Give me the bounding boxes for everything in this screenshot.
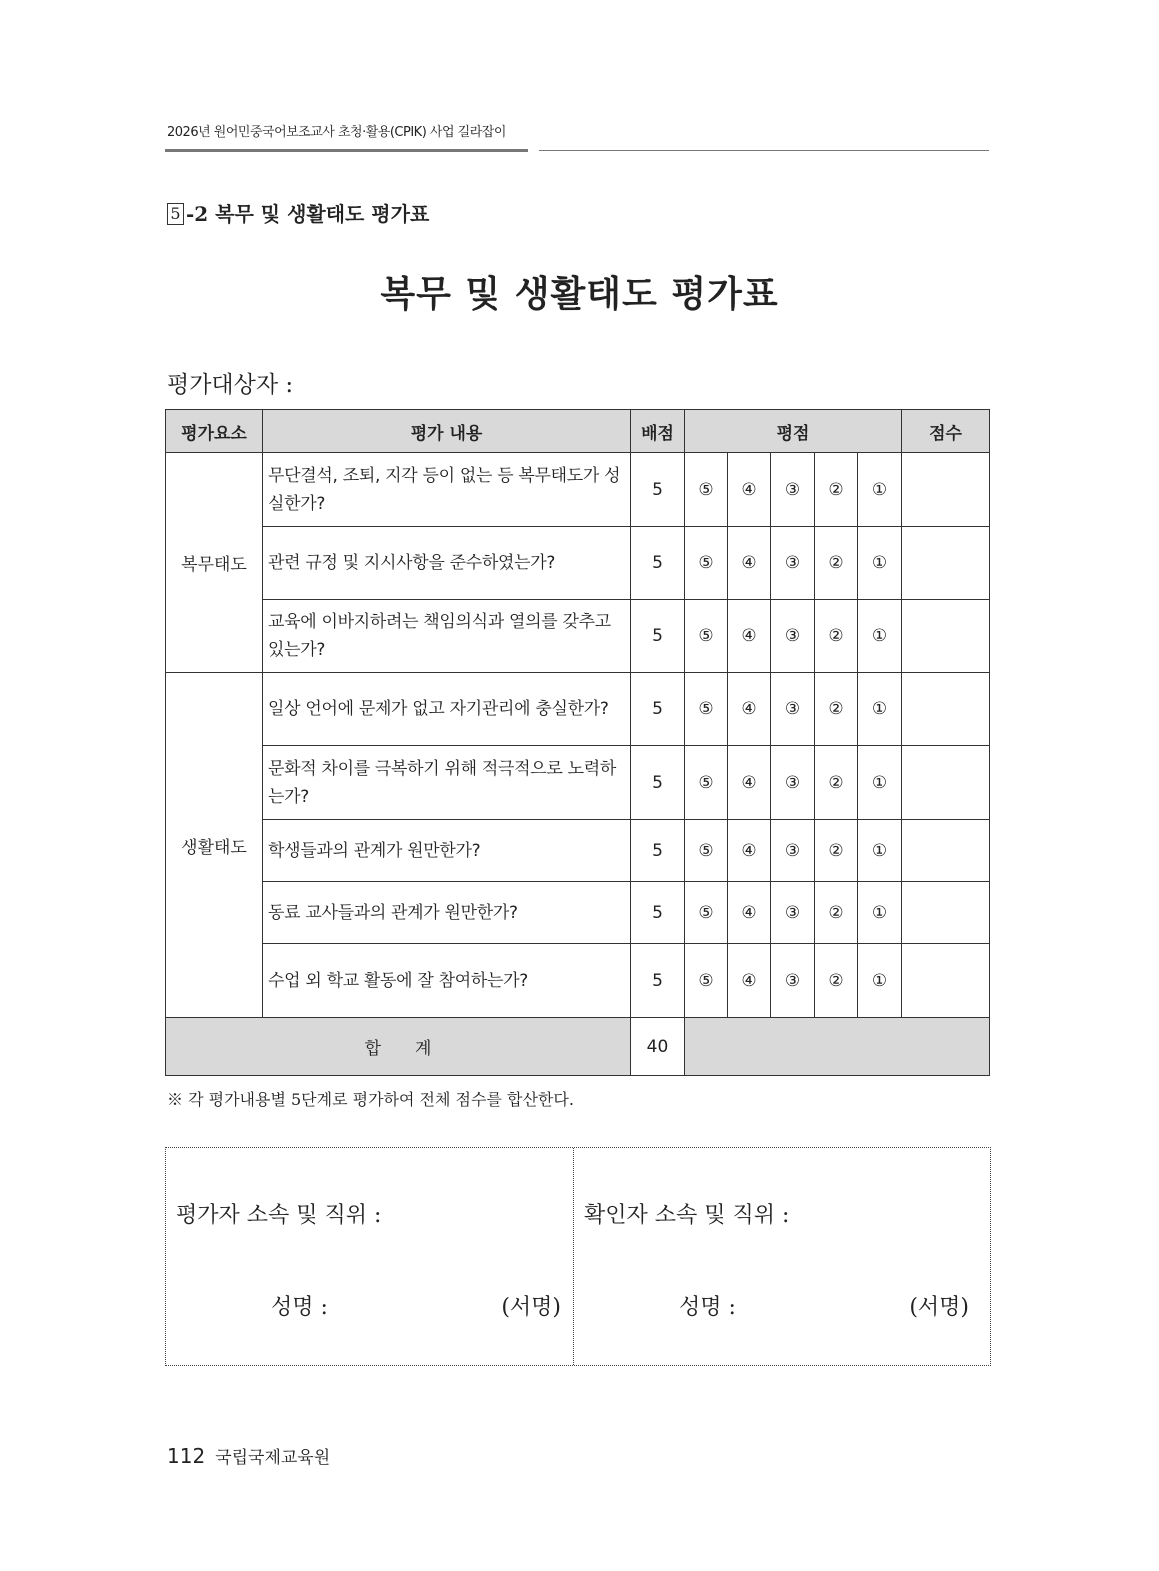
score-cell[interactable]	[902, 600, 990, 673]
rating-option[interactable]: ②	[815, 673, 858, 746]
table-row	[166, 527, 990, 600]
total-points: 40	[631, 1018, 685, 1076]
item-points: 5	[631, 453, 685, 527]
table-row	[166, 746, 990, 820]
table-note: ※ 각 평가내용별 5단계로 평가하여 전체 점수를 합산한다.	[167, 1090, 574, 1109]
score-cell[interactable]	[902, 527, 990, 600]
rating-option[interactable]: ⑤	[685, 527, 728, 600]
table-row	[166, 882, 990, 944]
evaluation-target-label: 평가대상자 :	[167, 372, 294, 398]
confirmer-sign-label: (서명)	[909, 1295, 969, 1320]
evaluation-item: 동료 교사들과의 관계가 원만한가?	[263, 882, 631, 944]
rating-option[interactable]: ⑤	[685, 600, 728, 673]
score-cell[interactable]	[902, 746, 990, 820]
rating-option[interactable]: ③	[771, 600, 815, 673]
score-cell[interactable]	[902, 453, 990, 527]
rating-option[interactable]: ⑤	[685, 746, 728, 820]
evaluation-item: 문화적 차이를 극복하기 위해 적극적으로 노력하는가?	[263, 746, 631, 820]
item-points: 5	[631, 527, 685, 600]
header-score: 점수	[902, 410, 990, 453]
item-points: 5	[631, 944, 685, 1018]
evaluator-affiliation-label: 평가자 소속 및 직위 :	[176, 1203, 382, 1228]
evaluation-item: 일상 언어에 문제가 없고 자기관리에 충실한가?	[263, 673, 631, 746]
score-cell[interactable]	[902, 882, 990, 944]
header-content: 평가 내용	[263, 410, 631, 453]
rating-option[interactable]: ⑤	[685, 673, 728, 746]
rating-option[interactable]: ④	[728, 600, 771, 673]
rating-option[interactable]: ③	[771, 453, 815, 527]
rating-option[interactable]: ①	[858, 944, 902, 1018]
item-points: 5	[631, 820, 685, 882]
rating-option[interactable]: ②	[815, 944, 858, 1018]
evaluation-table	[165, 409, 990, 1076]
rating-option[interactable]: ⑤	[685, 820, 728, 882]
item-points: 5	[631, 600, 685, 673]
section-number: 5	[167, 203, 184, 225]
confirmer-section	[573, 1148, 981, 1365]
rating-option[interactable]: ④	[728, 673, 771, 746]
table-row	[166, 453, 990, 527]
table-row	[166, 673, 990, 746]
score-cell[interactable]	[902, 944, 990, 1018]
evaluation-item: 교육에 이바지하려는 책임의식과 열의를 갖추고 있는가?	[263, 600, 631, 673]
header-rule-thin	[539, 150, 989, 151]
rating-option[interactable]: ②	[815, 600, 858, 673]
header-element: 평가요소	[166, 410, 263, 453]
rating-option[interactable]: ③	[771, 673, 815, 746]
rating-option[interactable]: ①	[858, 453, 902, 527]
total-score-cell[interactable]	[685, 1018, 990, 1076]
item-points: 5	[631, 882, 685, 944]
page-number: 112	[167, 1444, 206, 1468]
evaluator-section	[166, 1148, 573, 1365]
evaluator-name-label: 성명 :	[271, 1295, 328, 1320]
table-row	[166, 600, 990, 673]
rating-option[interactable]: ②	[815, 746, 858, 820]
rating-option[interactable]: ④	[728, 746, 771, 820]
confirmer-affiliation-label: 확인자 소속 및 직위 :	[584, 1203, 790, 1228]
rating-option[interactable]: ④	[728, 453, 771, 527]
header-rating: 평점	[685, 410, 902, 453]
rating-option[interactable]: ①	[858, 527, 902, 600]
evaluation-item: 관련 규정 및 지시사항을 준수하였는가?	[263, 527, 631, 600]
group-label: 복무태도	[166, 453, 263, 673]
rating-option[interactable]: ①	[858, 673, 902, 746]
rating-option[interactable]: ②	[815, 820, 858, 882]
rating-option[interactable]: ②	[815, 882, 858, 944]
rating-option[interactable]: ⑤	[685, 882, 728, 944]
table-row	[166, 820, 990, 882]
page-title: 복무 및 생활태도 평가표	[380, 274, 779, 315]
rating-option[interactable]: ②	[815, 527, 858, 600]
rating-option[interactable]: ①	[858, 746, 902, 820]
table-row	[166, 944, 990, 1018]
score-cell[interactable]	[902, 820, 990, 882]
rating-option[interactable]: ④	[728, 820, 771, 882]
section-title: -2 복무 및 생활태도 평가표	[186, 202, 430, 226]
rating-option[interactable]: ⑤	[685, 453, 728, 527]
score-cell[interactable]	[902, 673, 990, 746]
confirmer-name-label: 성명 :	[679, 1295, 736, 1320]
footer-org: 국립국제교육원	[215, 1448, 331, 1468]
evaluation-item: 무단결석, 조퇴, 지각 등이 없는 등 복무태도가 성실한가?	[263, 453, 631, 527]
evaluation-item: 수업 외 학교 활동에 잘 참여하는가?	[263, 944, 631, 1018]
signature-box	[165, 1147, 991, 1366]
header-points: 배점	[631, 410, 685, 453]
rating-option[interactable]: ④	[728, 944, 771, 1018]
evaluator-sign-label: (서명)	[501, 1295, 561, 1320]
rating-option[interactable]: ③	[771, 882, 815, 944]
rating-option[interactable]: ③	[771, 746, 815, 820]
rating-option[interactable]: ③	[771, 944, 815, 1018]
group-label: 생활태도	[166, 673, 263, 1018]
rating-option[interactable]: ④	[728, 882, 771, 944]
rating-option[interactable]: ①	[858, 820, 902, 882]
page-footer	[167, 1443, 330, 1468]
rating-option[interactable]: ①	[858, 882, 902, 944]
section-heading	[167, 198, 429, 227]
rating-option[interactable]: ①	[858, 600, 902, 673]
running-header: 2026년 원어민중국어보조교사 초청·활용(CPIK) 사업 길라잡이	[167, 125, 506, 140]
rating-option[interactable]: ⑤	[685, 944, 728, 1018]
header-rule-thick	[165, 149, 528, 152]
rating-option[interactable]: ③	[771, 820, 815, 882]
total-row	[166, 1018, 990, 1076]
item-points: 5	[631, 673, 685, 746]
total-label: 합 계	[166, 1018, 631, 1076]
rating-option[interactable]: ②	[815, 453, 858, 527]
rating-option[interactable]: ③	[771, 527, 815, 600]
item-points: 5	[631, 746, 685, 820]
rating-option[interactable]: ④	[728, 527, 771, 600]
evaluation-item: 학생들과의 관계가 원만한가?	[263, 820, 631, 882]
